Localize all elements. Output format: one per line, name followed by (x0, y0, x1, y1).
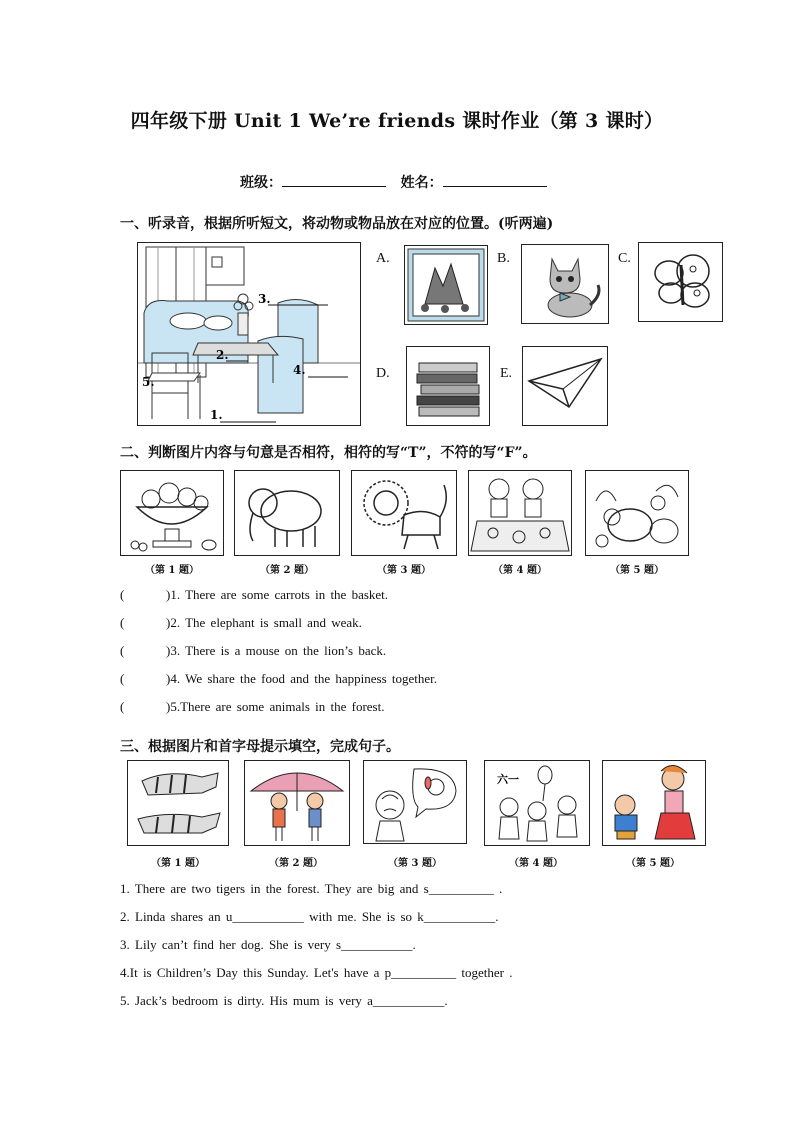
room-label-3: 3. (258, 292, 271, 306)
s2-caption-2: （第 2 题） (260, 565, 314, 576)
s3-picture-3 (363, 760, 467, 844)
s3-picture-5 (602, 760, 706, 846)
class-blank[interactable] (282, 172, 386, 187)
s3-caption-3: （第 3 题） (388, 858, 442, 869)
room-label-5: 5. (142, 375, 155, 389)
living-room-picture (137, 242, 361, 426)
s3-question-1[interactable]: 1. There are two tigers in the forest. They are big and s__________ . (120, 881, 503, 896)
s2-question-3: ( )3. There is a mouse on the lion’s back. (120, 643, 387, 658)
room-label-1: 1. (210, 408, 223, 422)
s2-picture-5 (585, 470, 689, 556)
option-c-label: C. (618, 251, 631, 266)
s2-picture-4 (468, 470, 572, 556)
section3-heading: 三、根据图片和首字母提示填空，完成句子。 (120, 739, 400, 755)
option-d-picture[interactable] (406, 346, 490, 426)
s2-question-2: ( )2. The elephant is small and weak. (120, 615, 362, 630)
name-blank[interactable] (443, 172, 547, 187)
option-b-label: B. (497, 251, 510, 266)
student-info-line (240, 172, 547, 192)
option-e-picture[interactable] (522, 346, 608, 426)
option-e-label: E. (500, 366, 513, 381)
option-a-label: A. (376, 251, 390, 266)
s2-caption-3: （第 3 题） (377, 565, 431, 576)
s2-question-1: ( )1. There are some carrots in the basket. (120, 587, 389, 602)
room-label-2: 2. (216, 348, 229, 362)
s2-answer-2[interactable]: ( (120, 615, 125, 630)
s2-question-4: ( )4. We share the food and the happiness together. (120, 671, 438, 686)
s3-pic4-text: 六一 (497, 773, 519, 786)
option-c-picture[interactable] (638, 242, 723, 322)
section1-heading: 一、听录音，根据所听短文，将动物或物品放在对应的位置。(听两遍) (120, 216, 554, 232)
option-b-picture[interactable] (521, 244, 609, 324)
s2-answer-3[interactable]: ( (120, 643, 125, 658)
s3-picture-2 (244, 760, 350, 846)
s2-answer-4[interactable]: ( (120, 671, 125, 686)
s3-question-4[interactable]: 4.It is Children’s Day this Sunday. Let's have a p__________ together . (120, 965, 513, 980)
option-d-label: D. (376, 366, 390, 381)
page-title: 四年级下册 Unit 1 We’re friends 课时作业（第 3 课时） (130, 110, 664, 132)
s3-caption-1: （第 1 题） (151, 858, 205, 869)
s2-caption-5: （第 5 题） (610, 565, 664, 576)
s2-picture-2 (234, 470, 340, 556)
s2-caption-1: （第 1 题） (145, 565, 199, 576)
s3-picture-1 (127, 760, 229, 846)
class-label: 班级： (240, 175, 282, 191)
s3-question-3[interactable]: 3. Lily can’t find her dog. She is very s___________. (120, 937, 416, 952)
s3-caption-5: （第 5 题） (626, 858, 680, 869)
room-label-4: 4. (293, 363, 306, 377)
section2-heading: 二、判断图片内容与句意是否相符，相符的写“T”，不符的写“F”。 (120, 445, 537, 461)
s2-picture-1 (120, 470, 224, 556)
s3-caption-2: （第 2 题） (269, 858, 323, 869)
s3-question-5[interactable]: 5. Jack’s bedroom is dirty. His mum is very a___________. (120, 993, 448, 1008)
option-a-picture[interactable] (404, 245, 488, 325)
s3-picture-4 (484, 760, 590, 846)
s3-caption-4: （第 4 题） (509, 858, 563, 869)
s2-picture-3 (351, 470, 457, 556)
s2-caption-4: （第 4 题） (493, 565, 547, 576)
s2-answer-1[interactable]: ( (120, 587, 125, 602)
s2-answer-5[interactable]: ( (120, 699, 125, 714)
s2-question-5: ( )5.There are some animals in the forest. (120, 699, 385, 714)
name-label: 姓名： (400, 175, 443, 191)
s3-question-2[interactable]: 2. Linda shares an u___________ with me. She is so k___________. (120, 909, 499, 924)
